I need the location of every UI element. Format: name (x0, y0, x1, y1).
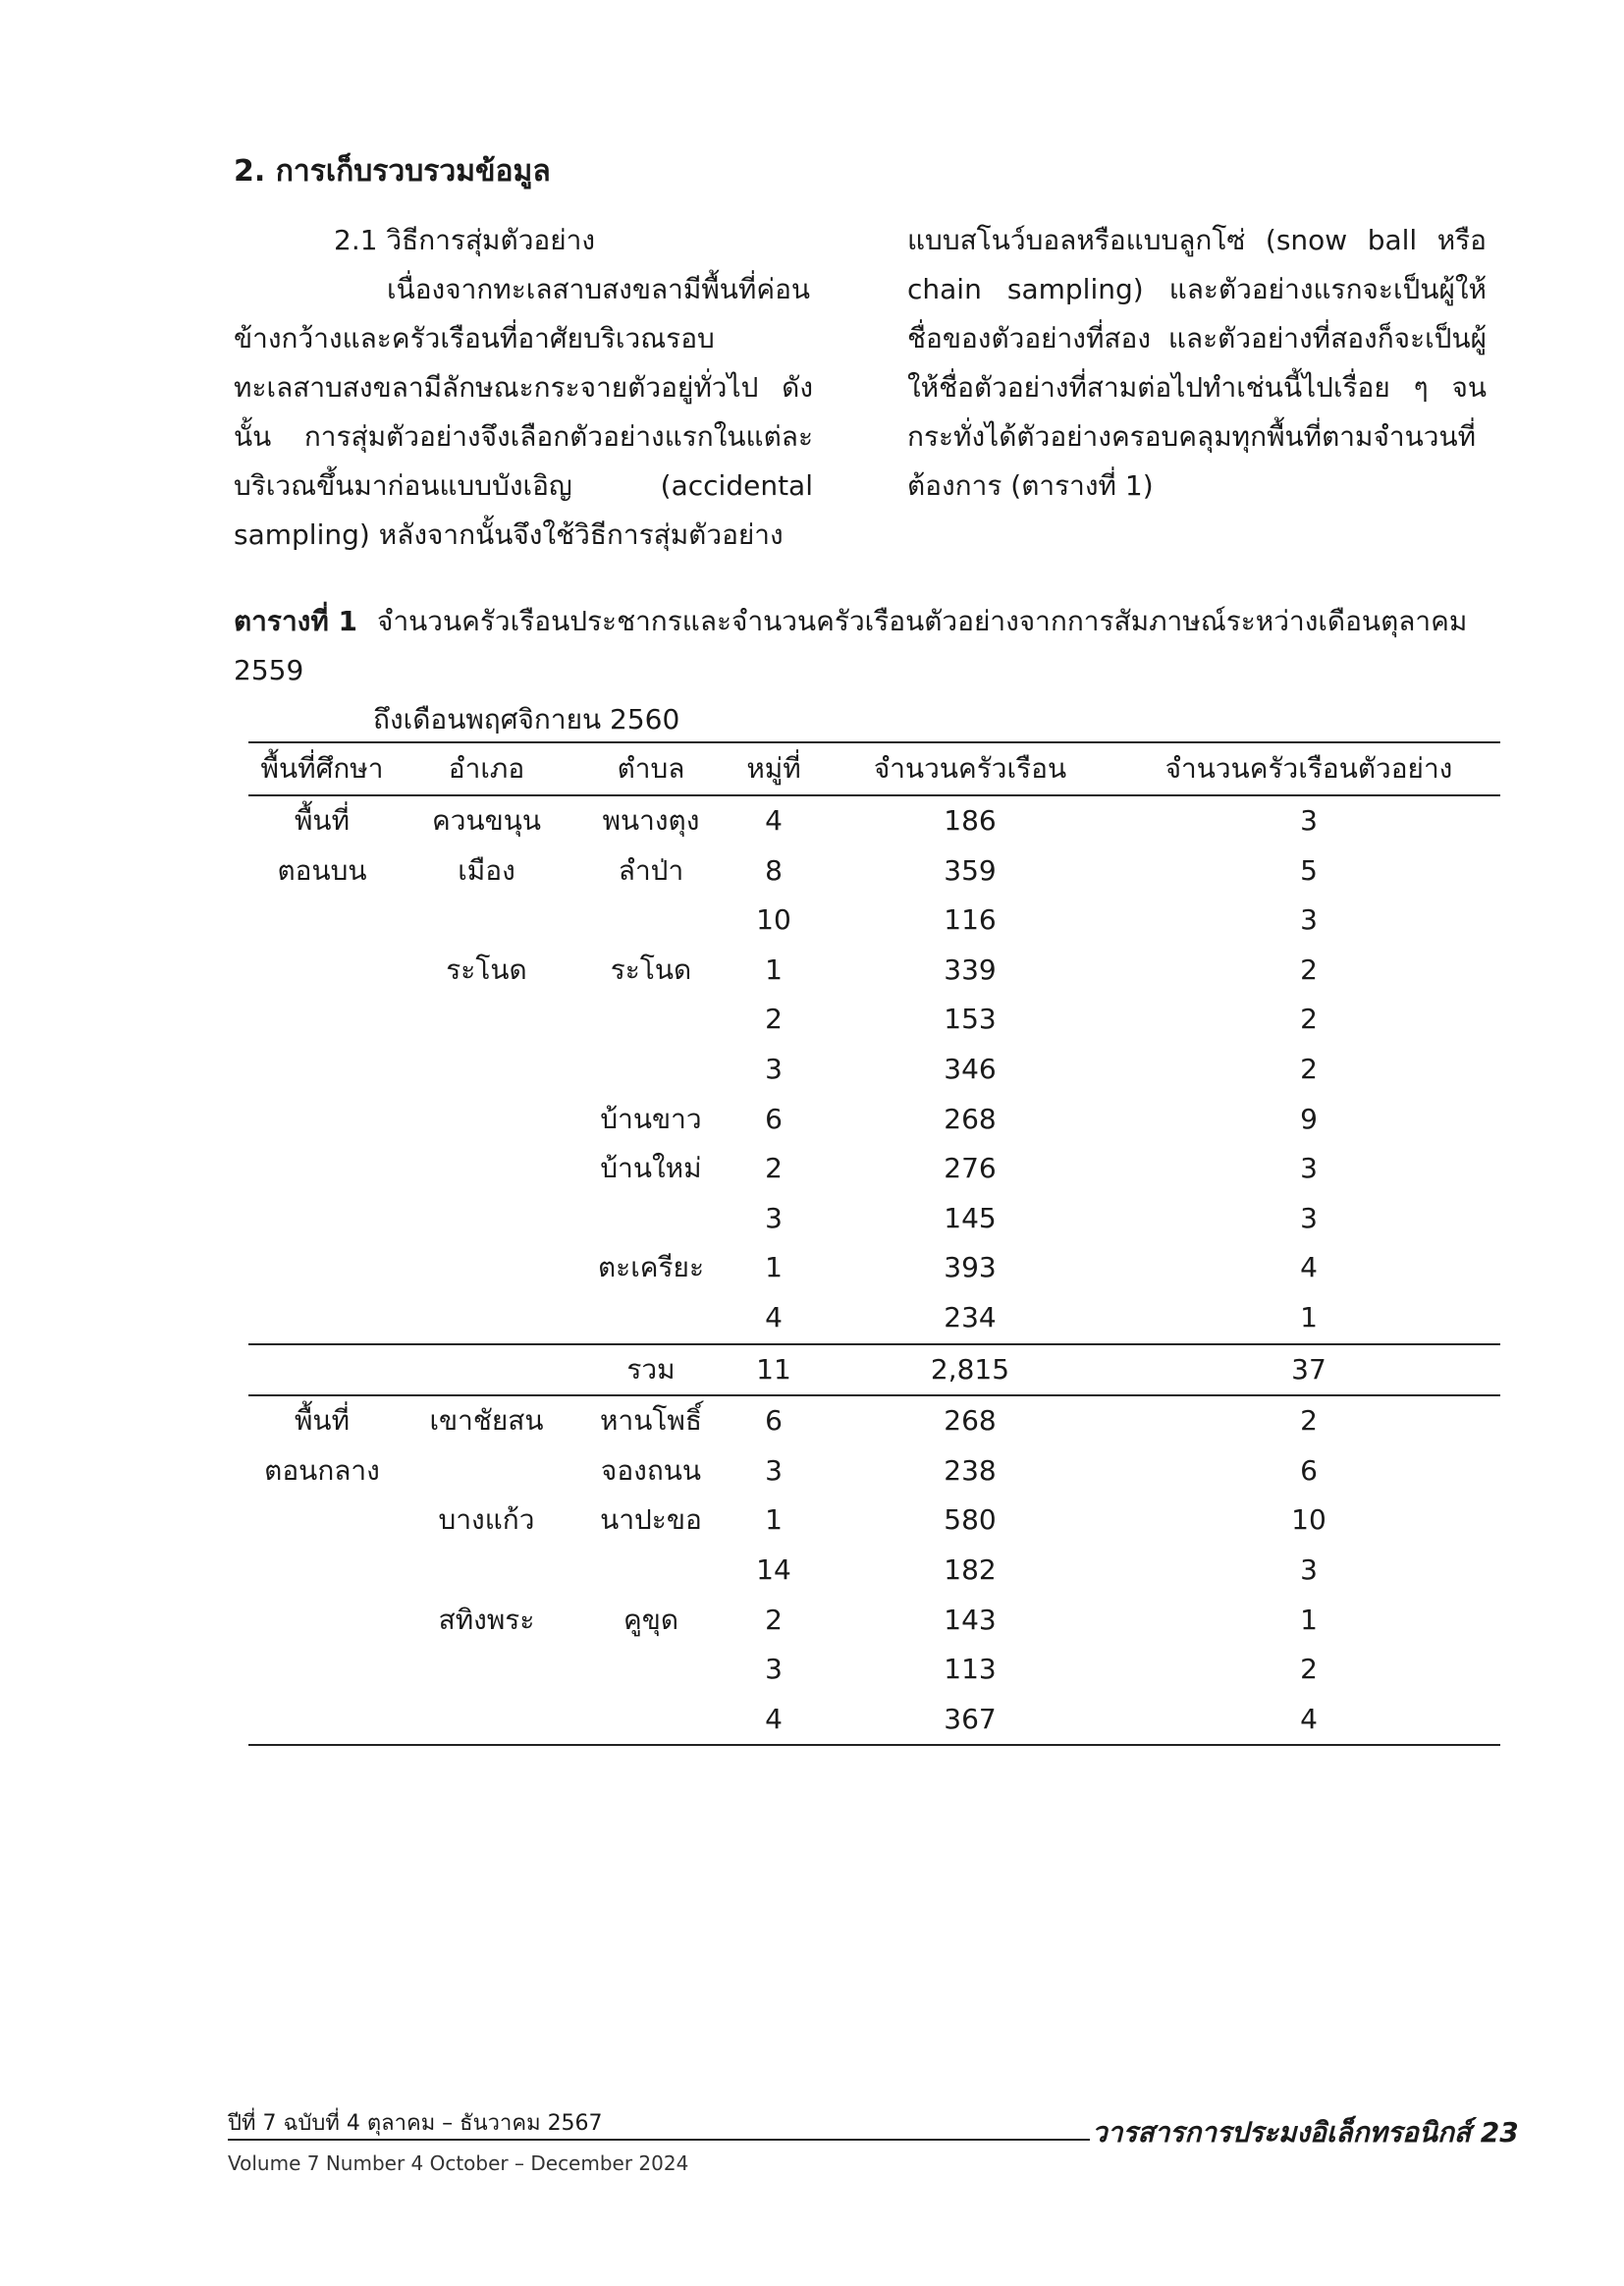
cell-sample: 3 (1300, 1552, 1318, 1586)
cell-sample: 3 (1300, 903, 1318, 937)
cell-subdistrict: บ้านใหม่ (600, 1152, 702, 1185)
cell-area (248, 1645, 396, 1695)
cell-sample: 6 (1300, 1453, 1318, 1487)
left-paragraph: เนื่องจากทะเลสาบสงขลามีพื้นที่ค่อนข้างกว้างและครัวเรือนที่อาศัยบริเวณรอบทะเลสาบสงขลามีลักษณะกระจายตัวอยู่ทั่วไป ดังนั้น การสุ่มตัวอย่างจึงเลือกตัวอย่างแรกในแต่ละบริเวณขึ้นมาก่อนแบบบังเอิญ (accidental sampling) หลังจากนั้นจึงใช้วิธีการสุ่มตัวอย่าง (234, 273, 813, 551)
table-row (248, 1695, 1500, 1746)
cell-district (396, 1144, 577, 1194)
cell-village: 3 (765, 1653, 783, 1686)
cell-subdistrict (577, 1194, 725, 1244)
cell-village: 1 (765, 1503, 783, 1537)
cell-area (248, 1496, 396, 1546)
cell-village: 2 (765, 1003, 783, 1036)
cell-sample: 5 (1300, 853, 1318, 887)
table-row (248, 896, 1500, 946)
header-sample-households: จำนวนครัวเรือนตัวอย่าง (1117, 742, 1500, 795)
cell-district (396, 1546, 577, 1596)
cell-district: เขาชัยสน (429, 1404, 544, 1438)
cell-village: 8 (765, 853, 783, 887)
cell-village: 3 (765, 1052, 783, 1085)
cell-households: 238 (944, 1453, 997, 1487)
cell-subdistrict: ลำป่า (618, 853, 684, 887)
cell-district: บางแก้ว (438, 1503, 535, 1537)
cell-village: 10 (756, 903, 791, 937)
table-row (248, 1144, 1500, 1194)
cell-sample: 2 (1300, 1052, 1318, 1085)
cell-households: 113 (944, 1653, 997, 1686)
right-column (907, 216, 1487, 511)
header-area: พื้นที่ศึกษา (248, 742, 396, 795)
cell-area (248, 1243, 396, 1293)
cell-village: 14 (756, 1552, 791, 1586)
cell-district (396, 1095, 577, 1145)
cell-households: 2,815 (823, 1344, 1117, 1396)
left-column (234, 216, 813, 560)
cell-district (396, 1194, 577, 1244)
cell-area (248, 946, 396, 996)
cell-area: พื้นที่ (294, 1404, 351, 1438)
table-row (248, 995, 1500, 1045)
cell-sample: 37 (1117, 1344, 1500, 1396)
cell-households: 143 (944, 1603, 997, 1636)
header-village: หมู่ที่ (725, 742, 823, 795)
cell-district: ระโนด (446, 952, 527, 986)
footer-issue-english: Volume 7 Number 4 October – December 2024 (228, 2151, 689, 2175)
table-row (248, 1596, 1500, 1646)
cell-village: 4 (765, 804, 783, 837)
table-row (248, 1446, 1500, 1497)
cell-households: 182 (944, 1552, 997, 1586)
cell-area: ตอนบน (277, 853, 367, 887)
cell-district: ควนขนุน (431, 804, 541, 837)
cell-area (248, 1596, 396, 1646)
table-caption (234, 597, 1510, 744)
cell-sample: 2 (1300, 1653, 1318, 1686)
cell-subdistrict (577, 1695, 725, 1746)
cell-households: 186 (944, 804, 997, 837)
cell-households: 268 (944, 1404, 997, 1438)
cell-subdistrict: จองถนน (600, 1453, 702, 1487)
cell-district (396, 1695, 577, 1746)
cell-sample: 4 (1117, 1695, 1500, 1746)
cell-area (248, 896, 396, 946)
cell-district (396, 1344, 577, 1396)
cell-sample: 3 (1300, 1201, 1318, 1234)
cell-district (396, 1293, 577, 1344)
table-caption-line-2: ถึงเดือนพฤศจิกายน 2560 (373, 703, 680, 735)
cell-sample: 9 (1300, 1102, 1318, 1135)
cell-sample: 2 (1300, 1404, 1318, 1438)
cell-households: 339 (944, 952, 997, 986)
cell-district (396, 1645, 577, 1695)
cell-subdistrict: รวม (577, 1344, 725, 1396)
cell-households: 359 (944, 853, 997, 887)
cell-area (248, 1293, 396, 1344)
cell-village: 2 (765, 1603, 783, 1636)
cell-subdistrict: ระโนด (610, 952, 692, 986)
cell-area (248, 1695, 396, 1746)
cell-village: 2 (765, 1152, 783, 1185)
right-paragraph: แบบสโนว์บอลหรือแบบลูกโซ่ (snow ball หรือ chain sampling) และตัวอย่างแรกจะเป็นผู้ให้ชื่อของตัวอย่างที่สอง และตัวอย่างที่สองก็จะเป็นผู้ให้ชื่อตัวอย่างที่สามต่อไปทำเช่นนี้ไปเรื่อย ๆ จนกระทั่งได้ตัวอย่างครอบคลุมทุกพื้นที่ตามจำนวนที่ต้องการ (ตารางที่ 1) (907, 224, 1487, 502)
section-heading: 2. การเก็บรวบรวมข้อมูล (234, 154, 551, 189)
cell-area (248, 1194, 396, 1244)
cell-sample: 1 (1300, 1603, 1318, 1636)
table-caption-label: ตารางที่ 1 (234, 605, 358, 637)
cell-village: 4 (765, 1300, 783, 1334)
cell-households: 580 (944, 1503, 997, 1537)
cell-subdistrict: นาปะขอ (600, 1503, 702, 1537)
footer-rule (228, 2139, 1090, 2141)
table-row (248, 1395, 1500, 1446)
cell-village: 4 (725, 1695, 823, 1746)
table-row (248, 846, 1500, 897)
cell-sample: 1 (1300, 1300, 1318, 1334)
cell-district: สทิงพระ (438, 1603, 535, 1636)
table-row (248, 1045, 1500, 1095)
cell-area (248, 1095, 396, 1145)
cell-district (396, 1045, 577, 1095)
cell-subdistrict: พนางตุง (602, 804, 700, 837)
cell-area: ตอนกลาง (264, 1453, 380, 1487)
cell-households: 145 (944, 1201, 997, 1234)
table-total-row (248, 1344, 1500, 1396)
cell-sample: 3 (1300, 1152, 1318, 1185)
cell-area (248, 1546, 396, 1596)
table-body (248, 795, 1500, 1745)
cell-households: 276 (944, 1152, 997, 1185)
table-row (248, 1645, 1500, 1695)
table-row (248, 1194, 1500, 1244)
table-caption-line-1: จำนวนครัวเรือนประชากรและจำนวนครัวเรือนตัวอย่างจากการสัมภาษณ์ระหว่างเดือนตุลาคม 2559 (234, 605, 1468, 686)
header-district: อำเภอ (396, 742, 577, 795)
cell-area: พื้นที่ (294, 804, 351, 837)
cell-subdistrict (577, 896, 725, 946)
cell-households: 268 (944, 1102, 997, 1135)
cell-village: 3 (765, 1453, 783, 1487)
cell-district (396, 1446, 577, 1497)
cell-sample: 4 (1300, 1251, 1318, 1284)
cell-village: 11 (725, 1344, 823, 1396)
cell-sample: 10 (1291, 1503, 1326, 1537)
cell-district (396, 1243, 577, 1293)
cell-district: เมือง (458, 853, 515, 887)
cell-subdistrict (577, 995, 725, 1045)
cell-village: 1 (765, 952, 783, 986)
subsection-heading: 2.1 วิธีการสุ่มตัวอย่าง (334, 224, 596, 256)
cell-sample: 3 (1300, 804, 1318, 837)
footer-journal-page: วารสารการประมงอิเล็กทรอนิกส์ 23 (1092, 2116, 1519, 2149)
cell-households: 116 (944, 903, 997, 937)
cell-subdistrict (577, 1045, 725, 1095)
cell-village: 1 (765, 1251, 783, 1284)
cell-village: 3 (765, 1201, 783, 1234)
header-subdistrict: ตำบล (577, 742, 725, 795)
cell-subdistrict: หานโพธิ์ (600, 1404, 702, 1438)
cell-households: 346 (944, 1052, 997, 1085)
cell-subdistrict (577, 1546, 725, 1596)
cell-subdistrict: บ้านขาว (600, 1102, 702, 1135)
cell-households: 153 (944, 1003, 997, 1036)
cell-area (248, 1045, 396, 1095)
table-row (248, 1293, 1500, 1344)
cell-households: 393 (944, 1251, 997, 1284)
cell-area (248, 995, 396, 1045)
cell-households: 367 (823, 1695, 1117, 1746)
cell-area (248, 1344, 396, 1396)
cell-district (396, 896, 577, 946)
header-households: จำนวนครัวเรือน (823, 742, 1117, 795)
cell-households: 234 (944, 1300, 997, 1334)
cell-sample: 2 (1300, 1003, 1318, 1036)
cell-village: 6 (765, 1404, 783, 1438)
cell-village: 6 (765, 1102, 783, 1135)
household-table (248, 741, 1500, 1746)
cell-sample: 2 (1300, 952, 1318, 986)
cell-subdistrict: คูขุด (623, 1603, 679, 1636)
table-row (248, 1546, 1500, 1596)
cell-subdistrict (577, 1293, 725, 1344)
table-row (248, 1095, 1500, 1145)
cell-subdistrict (577, 1645, 725, 1695)
cell-area (248, 1144, 396, 1194)
table-header-row (248, 742, 1500, 795)
table-row (248, 1243, 1500, 1293)
table-row (248, 946, 1500, 996)
table-row (248, 795, 1500, 846)
cell-subdistrict: ตะเครียะ (597, 1251, 704, 1284)
table-row (248, 1496, 1500, 1546)
cell-district (396, 995, 577, 1045)
footer-issue-thai: ปีที่ 7 ฉบับที่ 4 ตุลาคม – ธันวาคม 2567 (228, 2111, 603, 2136)
